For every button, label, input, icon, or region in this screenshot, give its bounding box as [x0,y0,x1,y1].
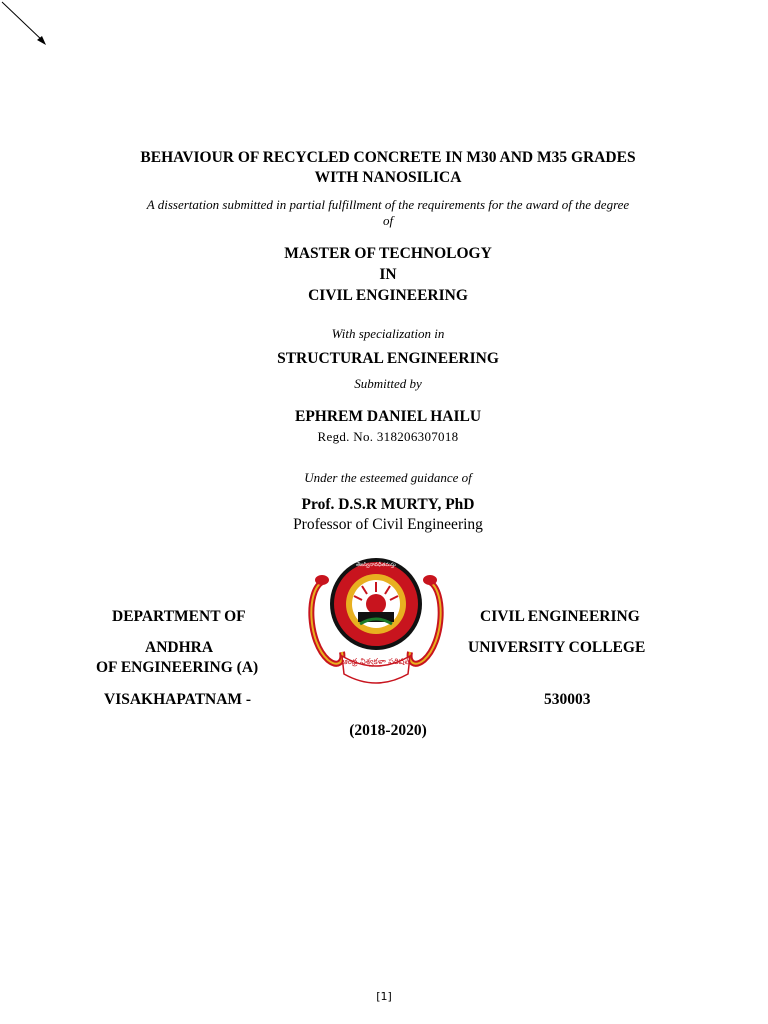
guidance-intro: Under the esteemed guidance of [304,470,472,485]
academic-years: (2018-2020) [349,722,427,739]
registration-number: Regd. No. 318206307018 [317,429,459,444]
author-name: EPHREM DANIEL HAILU [294,408,482,425]
of-engineering-text: OF ENGINEERING (A) [96,659,259,676]
dept-left-text: DEPARTMENT OF [112,608,246,625]
page-number: [1] [376,990,392,1003]
degree-line-3: CIVIL ENGINEERING [308,287,468,304]
university-seal-icon [302,552,450,692]
pincode-text: 530003 [544,691,591,708]
subtitle-line-1: A dissertation submitted in partial fulfillment of the requirements for the award of the degree [146,197,630,212]
guide-name: Prof. D.S.R MURTY, PhD [301,496,475,513]
specialization-intro: With specialization in [331,326,445,341]
seal-ring-text: తేజస్వినావధీతమస్తు [356,562,396,568]
degree-block [84,243,692,306]
title-line-1: BEHAVIOUR OF RECYCLED CONCRETE IN M30 AND M35 GRADES [140,149,636,166]
degree-line-1: MASTER OF TECHNOLOGY [284,245,492,262]
dissertation-subtitle [84,197,692,229]
andhra-text: ANDHRA [145,639,214,656]
submitted-by: Submitted by [354,376,422,391]
university-college-text: UNIVERSITY COLLEGE [468,639,646,656]
specialization: STRUCTURAL ENGINEERING [277,350,499,367]
arrow-annotation-icon [0,0,50,50]
dept-right-text: CIVIL ENGINEERING [480,608,640,625]
thesis-title [84,148,692,188]
guide-title: Professor of Civil Engineering [293,516,483,533]
subtitle-line-2: of [382,213,394,228]
title-line-2: WITH NANOSILICA [314,169,462,186]
degree-line-2: IN [379,266,397,283]
seal-outer-text: ఆంధ్ర విశ్వకళా పరిషత్ [341,657,411,666]
city-text: VISAKHAPATNAM - [104,691,252,708]
